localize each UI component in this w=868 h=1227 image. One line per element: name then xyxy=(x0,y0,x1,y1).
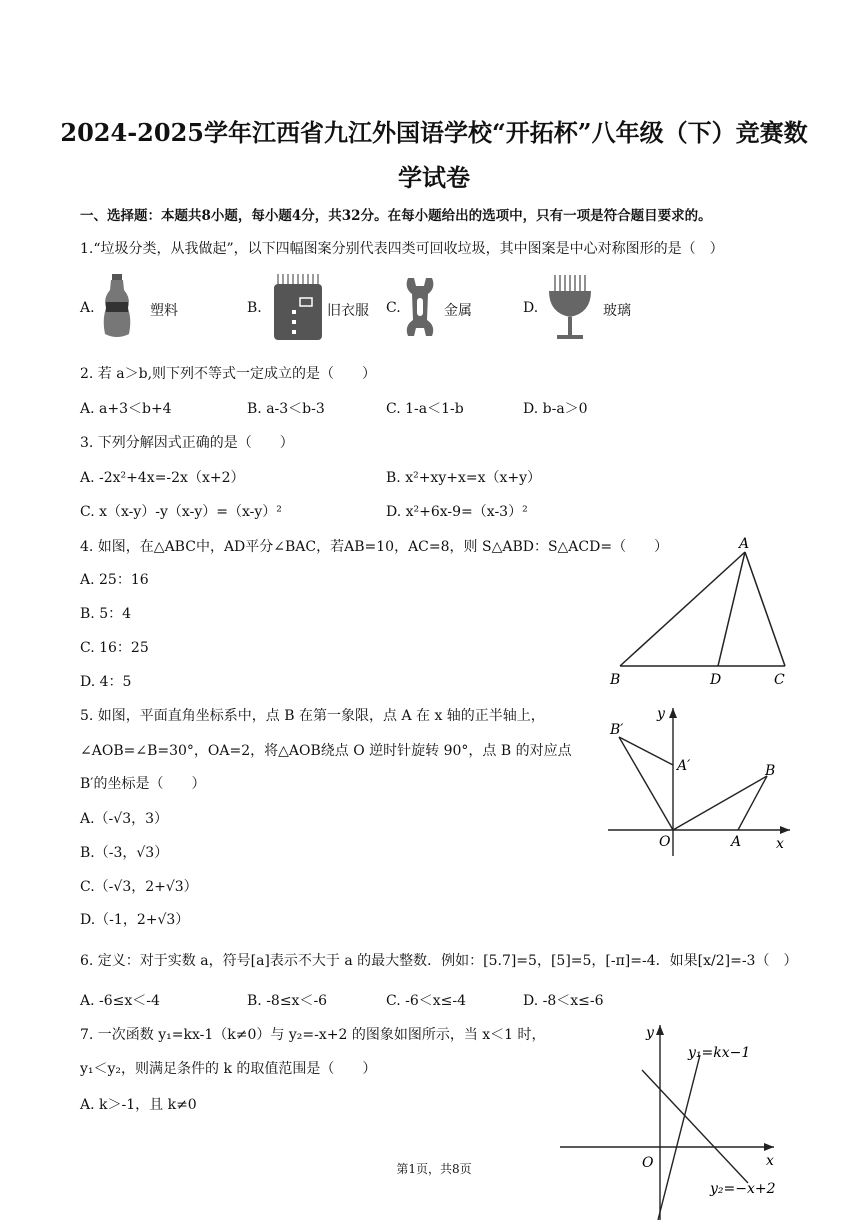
metal-wrench-icon xyxy=(402,276,438,338)
q3-option-c: C. x（x-y）-y（x-y）=（x-y）² xyxy=(80,504,282,520)
label-o: O xyxy=(659,834,671,850)
page-footer: 第1页，共8页 xyxy=(396,1162,472,1176)
question-1-stem: 1.“垃圾分类，从我做起”，以下四幅图案分别代表四类可回收垃圾，其中图案是中心对称图形的是（ ） xyxy=(80,241,724,257)
q6-option-d: D. -8＜x≤-6 xyxy=(523,993,604,1009)
label-y: y xyxy=(646,1025,654,1041)
page-title: 2024-2025学年江西省九江外国语学校“开拓杯”八年级（下）竞赛数 xyxy=(60,118,808,147)
glass-cup-icon xyxy=(545,273,595,341)
q4-option-d: D. 4：5 xyxy=(80,674,132,690)
q4-option-b: B. 5：4 xyxy=(80,606,132,622)
q6-option-a: A. -6≤x＜-4 xyxy=(80,993,160,1009)
q4-option-c: C. 16：25 xyxy=(80,640,149,656)
question-2-stem: 2. 若 a＞b,则下列不等式一定成立的是（ ） xyxy=(80,366,377,382)
q1-option-a-letter: A. xyxy=(80,300,95,316)
question-5-line-2: ∠AOB=∠B=30°，OA=2，将△AOB绕点 O 逆时针旋转 90°，点 B 的对应点 xyxy=(80,743,572,759)
section-heading: 一、选择题：本题共8小题，每小题4分，共32分。在每小题给出的选项中，只有一项是符合题目要求的。 xyxy=(80,208,712,224)
q2-option-a: A. a+3＜b+4 xyxy=(80,401,172,417)
question-7-line-2: y₁＜y₂，则满足条件的 k 的取值范围是（ ） xyxy=(80,1061,377,1077)
q3-option-b: B. x²+xy+x=x（x+y） xyxy=(386,470,542,486)
label-b-prime: B′ xyxy=(610,722,624,738)
q5-option-a: A.（-√3，3） xyxy=(80,811,169,827)
q6-option-c: C. -6＜x≤-4 xyxy=(386,993,467,1009)
label-x: x xyxy=(766,1153,774,1169)
question-7-line-1: 7. 一次函数 y₁=kx-1（k≠0）与 y₂=-x+2 的图象如图所示，当 x＜1 时， xyxy=(80,1027,546,1043)
q1-option-b-letter: B. xyxy=(247,300,262,316)
q5-coordinate-figure xyxy=(600,700,800,860)
label-c: C xyxy=(774,672,785,688)
q1-option-d-letter: D. xyxy=(523,300,539,316)
label-b: B xyxy=(765,763,776,779)
q1-option-c-label: 金属 xyxy=(444,303,472,319)
q5-option-d: D.（-1，2+√3） xyxy=(80,912,190,928)
label-y1: y₁=kx−1 xyxy=(688,1045,751,1061)
question-3-stem: 3. 下列分解因式正确的是（ ） xyxy=(80,435,294,451)
q6-option-b: B. -8≤x＜-6 xyxy=(247,993,328,1009)
page-title-continued: 学试卷 xyxy=(398,163,470,192)
q3-option-a: A. -2x²+4x=-2x（x+2） xyxy=(80,470,245,486)
old-clothes-icon xyxy=(270,272,326,342)
q7-option-a: A. k＞-1，且 k≠0 xyxy=(80,1097,197,1113)
question-4-stem: 4. 如图，在△ABC中，AD平分∠BAC，若AB=10，AC=8，则 S△ABD：S△ACD=（ ） xyxy=(80,539,669,555)
q2-option-c: C. 1-a＜1-b xyxy=(386,401,464,417)
line-y1 xyxy=(658,1055,700,1220)
label-y: y xyxy=(657,706,665,722)
label-x: x xyxy=(776,836,784,852)
q2-option-b: B. a-3＜b-3 xyxy=(247,401,325,417)
question-6-stem: 6. 定义：对于实数 a，符号[a]表示不大于 a 的最大整数．例如：[5.7]=5，[5]=5，[-π]=-4．如果[x/2]=-3（ ） xyxy=(80,953,798,969)
label-b: B xyxy=(610,672,621,688)
label-d: D xyxy=(710,672,722,688)
question-5-line-1: 5. 如图，平面直角坐标系中，点 B 在第一象限，点 A 在 x 轴的正半轴上， xyxy=(80,708,545,724)
q2-option-d: D. b-a＞0 xyxy=(523,401,588,417)
label-a: A xyxy=(731,834,742,850)
q1-option-d-label: 玻璃 xyxy=(603,303,631,319)
q4-option-a: A. 25：16 xyxy=(80,572,149,588)
label-a-prime: A′ xyxy=(677,758,691,774)
q1-option-c-letter: C. xyxy=(386,300,401,316)
label-o: O xyxy=(642,1155,654,1171)
q4-triangle-figure xyxy=(600,532,800,692)
q1-option-b-label: 旧衣服 xyxy=(327,303,369,319)
label-a: A xyxy=(739,536,750,552)
q5-option-b: B.（-3，√3） xyxy=(80,845,169,861)
question-5-line-3: B′的坐标是（ ） xyxy=(80,776,206,792)
segment-ad xyxy=(718,552,745,666)
q7-graph-figure xyxy=(552,1015,802,1225)
segment-ab xyxy=(620,552,745,666)
q1-option-a-label: 塑料 xyxy=(150,303,178,319)
segment-ac xyxy=(745,552,785,666)
plastic-bottle-icon xyxy=(98,272,136,342)
q5-option-c: C.（-√3，2+√3） xyxy=(80,879,198,895)
label-y2: y₂=−x+2 xyxy=(710,1181,776,1197)
q3-option-d: D. x²+6x-9=（x-3）² xyxy=(386,504,528,520)
